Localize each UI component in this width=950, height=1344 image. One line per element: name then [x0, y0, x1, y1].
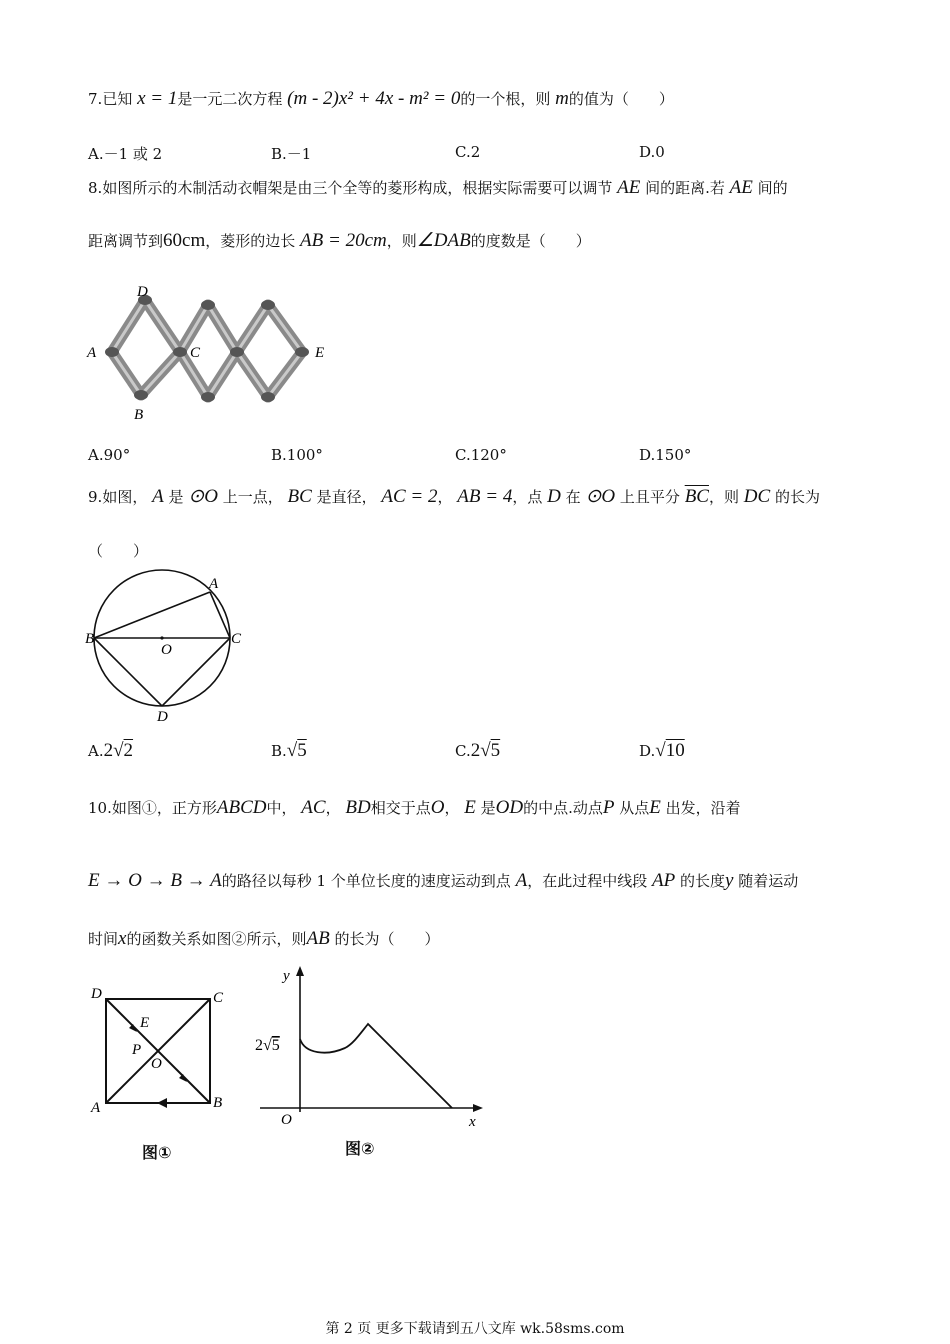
q8-stem-line1: [88, 177, 788, 199]
q10-t1c: ，: [325, 799, 341, 817]
q7-text-d: 的值为（ ）: [568, 90, 674, 108]
circle-label-d: D: [157, 709, 168, 723]
q9-t3: 上一点，: [222, 488, 283, 506]
circle-figure: [85, 568, 250, 723]
function-curve: [300, 1024, 452, 1108]
q10-t2c: 的长度: [679, 872, 725, 890]
q10-t3c: 的长为（ ）: [334, 930, 440, 948]
q7-option-c[interactable]: C.2: [455, 143, 481, 161]
sqrt-symbol: √: [113, 740, 124, 761]
function-graph: [245, 962, 495, 1127]
q9-t5: ，: [437, 488, 453, 506]
q9-t10: 的长为: [774, 488, 820, 506]
q10-var-e: E: [464, 797, 476, 818]
circle-label-a: A: [209, 576, 219, 592]
q10-t2b: ，在此过程中线段: [527, 872, 648, 890]
q9-option-c-prefix: C.: [455, 742, 471, 760]
q8-number: 8.: [88, 179, 103, 197]
path-arrow-3: [157, 1098, 167, 1108]
q9-circle-o: ⊙O: [188, 486, 218, 507]
q9-eq-ac: AC = 2: [381, 486, 438, 507]
q9-circle-o2: ⊙O: [585, 486, 616, 507]
q9-var-a: A: [152, 486, 164, 507]
circle-label-b: B: [85, 631, 95, 647]
rack-label-b: B: [134, 407, 144, 423]
q10-t1i: 出发，沿着: [665, 799, 741, 817]
q10-var-abcd: ABCD: [216, 797, 267, 818]
q9-t8: 上且平分: [619, 488, 680, 506]
rack-label-c: C: [190, 345, 201, 361]
q9-option-a-prefix: A.: [88, 742, 104, 760]
q9-eq-ab: AB = 4: [457, 486, 513, 507]
q8-text-2b: ，菱形的边长: [205, 232, 296, 250]
circle-label-c: C: [231, 631, 242, 647]
y-axis-arrow: [296, 966, 304, 976]
chord-ba: [94, 592, 210, 638]
q10-var-od: OD: [495, 797, 524, 818]
q7-option-a[interactable]: A.－1 或 2: [88, 145, 163, 163]
q10-stem-line1: [88, 797, 741, 819]
q10-t1a: 如图①，正方形: [111, 799, 217, 817]
q10-t3a: 时间: [88, 930, 119, 948]
q10-stem-line3: [88, 928, 439, 950]
q9-option-c-radicand: 5: [490, 740, 501, 761]
q7-text-b: 是一元二次方程: [177, 90, 283, 108]
coat-rack-figure: [85, 280, 335, 425]
q8-text-1b: 间的距离.若: [645, 179, 725, 197]
q8-option-d[interactable]: D.150°: [639, 446, 692, 464]
q7-option-b[interactable]: B.－1: [271, 145, 312, 163]
q9-option-b-prefix: B.: [271, 742, 287, 760]
q10-path: E → O → B → A: [88, 870, 222, 891]
q10-t1e: ，: [444, 799, 460, 817]
q8-option-b[interactable]: B.100°: [271, 446, 323, 464]
graph-ytick-radicand: 5: [271, 1037, 280, 1054]
q10-number: 10.: [88, 799, 112, 817]
square-label-d: D: [91, 986, 102, 1002]
sqrt-symbol: √: [655, 740, 666, 761]
square-label-p: P: [132, 1042, 142, 1058]
q8-eq-ab: AB = 20cm: [300, 230, 387, 251]
figure2-caption: 图②: [345, 1139, 375, 1158]
chord-dc: [162, 638, 230, 706]
rack-label-a: A: [87, 345, 97, 361]
q10-t1g: 的中点.动点: [523, 799, 603, 817]
graph-label-o: O: [281, 1112, 292, 1127]
graph-label-x: x: [469, 1114, 476, 1127]
q9-option-d[interactable]: [639, 740, 685, 762]
sqrt-symbol: √: [480, 740, 491, 761]
square-label-o: O: [151, 1056, 162, 1072]
q9-answer-paren: （ ）: [88, 542, 149, 560]
q10-t1b: 中，: [266, 799, 297, 817]
square-figure: [85, 982, 235, 1117]
sqrt-symbol: √: [286, 740, 298, 761]
sqrt-symbol: √: [263, 1037, 272, 1054]
q8-option-a[interactable]: A.90°: [88, 446, 131, 464]
q10-var-o: O: [430, 797, 445, 818]
q7-math-x1: x = 1: [137, 88, 178, 109]
square-label-c: C: [213, 990, 224, 1006]
q7-text-c: 的一个根，则: [460, 90, 551, 108]
q9-option-a[interactable]: [88, 740, 133, 762]
graph-ytick-label: [255, 1037, 280, 1054]
graph-label-y: y: [283, 968, 290, 984]
circle-label-o: O: [161, 642, 172, 658]
q10-t1h: 从点: [619, 799, 650, 817]
q10-t2d: 随着运动: [738, 872, 799, 890]
q8-option-c[interactable]: C.120°: [455, 446, 507, 464]
q7-number: 7.: [88, 90, 103, 108]
q8-text-2c: ，则: [386, 232, 417, 250]
q10-var-x: x: [118, 928, 127, 949]
q7-equation: (m - 2)x² + 4x - m² = 0: [287, 88, 461, 109]
q9-t6: ，点: [512, 488, 543, 506]
q9-t4: 是直径，: [316, 488, 377, 506]
q10-var-ab: AB: [306, 928, 330, 949]
q9-option-d-radicand: 10: [665, 740, 685, 761]
q10-var-y: y: [725, 870, 734, 891]
rack-label-e: E: [315, 345, 325, 361]
q10-var-bd: BD: [345, 797, 371, 818]
q8-text-1c: 间的: [757, 179, 788, 197]
q10-var-p: P: [602, 797, 615, 818]
q9-t1: 如图，: [102, 488, 148, 506]
q9-option-c[interactable]: [455, 740, 500, 762]
x-axis-arrow: [473, 1104, 483, 1112]
q9-option-a-radicand: 2: [123, 740, 134, 761]
q10-var-a: A: [515, 870, 528, 891]
q8-var-ae2: AE: [729, 177, 753, 198]
q10-t3b: 的函数关系如图②所示，则: [126, 930, 307, 948]
q7-stem: [88, 88, 674, 110]
q9-t7: 在: [565, 488, 581, 506]
q8-text-2a: 距离调节到: [88, 232, 164, 250]
figure1-caption: 图①: [142, 1143, 172, 1162]
q9-arc-bc: $\overline{BC}$: [684, 486, 709, 507]
q9-option-a-coef: 2: [103, 740, 114, 761]
q10-var-e2: E: [649, 797, 661, 818]
square-label-a: A: [91, 1100, 101, 1116]
q10-var-ap: AP: [651, 870, 676, 891]
rack-label-d: D: [137, 284, 148, 300]
center-point: [160, 636, 163, 639]
q8-var-ae: AE: [617, 177, 641, 198]
chord-ac: [210, 592, 230, 638]
q10-stem-line2: [88, 870, 798, 892]
q8-text-2d: 的度数是（ ）: [470, 232, 591, 250]
q10-t2a: 的路径以每秒 1 个单位长度的速度运动到点: [221, 872, 511, 890]
q10-t1d: 相交于点: [370, 799, 431, 817]
q8-text-1a: 如图所示的木制活动衣帽架是由三个全等的菱形构成，根据实际需要可以调节: [102, 179, 613, 197]
q9-var-bc: BC: [287, 486, 312, 507]
page-footer: 第 2 页 更多下载请到五八文库 wk.58sms.com: [325, 1321, 625, 1337]
q9-option-d-prefix: D.: [639, 742, 656, 760]
q9-number: 9.: [88, 488, 103, 506]
square-label-b: B: [213, 1095, 223, 1111]
q7-var-m: m: [555, 88, 569, 109]
q8-stem-line2: [88, 230, 591, 252]
q10-var-ac: AC: [301, 797, 326, 818]
graph-ytick-coef: 2: [255, 1037, 263, 1054]
q8-angle: ∠DAB: [416, 230, 471, 251]
q9-option-b[interactable]: [271, 740, 307, 762]
q7-option-d[interactable]: D.0: [639, 143, 665, 161]
q9-t9: ，则: [708, 488, 739, 506]
chord-bd: [94, 638, 162, 706]
q9-option-c-coef: 2: [470, 740, 481, 761]
q10-t1f: 是: [480, 799, 496, 817]
q9-t2: 是: [168, 488, 184, 506]
square-label-e: E: [140, 1015, 150, 1031]
q9-option-b-radicand: 5: [297, 740, 307, 761]
q9-var-dc: DC: [743, 486, 771, 507]
q9-var-d: D: [547, 486, 561, 507]
q9-stem: [88, 486, 820, 508]
q8-val-60: 60cm: [163, 230, 206, 251]
q7-text-a: 已知: [102, 90, 133, 108]
